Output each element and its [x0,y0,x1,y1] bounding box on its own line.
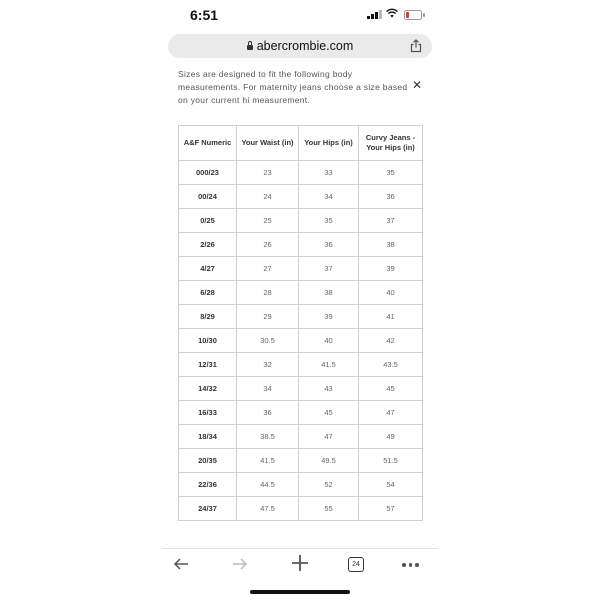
table-header-row [179,126,423,161]
table-row [179,473,423,497]
table-row [179,209,423,233]
table-row [179,233,423,257]
measurement-cell: 49 [359,425,423,449]
measurement-cell: 36 [359,185,423,209]
phone-screen [162,0,438,600]
measurement-cell: 51.5 [359,449,423,473]
measurement-cell: 37 [359,209,423,233]
lock-icon [247,45,253,50]
size-cell: 22/36 [179,473,237,497]
measurement-cell: 41.5 [299,353,359,377]
table-row [179,185,423,209]
measurement-cell: 45 [359,377,423,401]
measurement-cell: 23 [237,161,299,185]
size-cell: 16/33 [179,401,237,425]
table-row [179,329,423,353]
new-tab-icon[interactable] [290,553,310,573]
measurement-cell: 47 [359,401,423,425]
header-your-waist: Your Waist (in) [237,126,299,161]
measurement-cell: 43 [299,377,359,401]
table-row [179,305,423,329]
measurement-cell: 35 [299,209,359,233]
measurement-cell: 34 [299,185,359,209]
size-cell: 14/32 [179,377,237,401]
measurement-cell: 44.5 [237,473,299,497]
measurement-cell: 27 [237,257,299,281]
measurement-cell: 34 [237,377,299,401]
measurement-cell: 42 [359,329,423,353]
measurement-cell: 57 [359,497,423,521]
size-cell: 10/30 [179,329,237,353]
size-cell: 000/23 [179,161,237,185]
size-cell: 4/27 [179,257,237,281]
measurement-cell: 52 [299,473,359,497]
tabs-icon[interactable]: 24 [348,557,364,572]
measurement-cell: 45 [299,401,359,425]
url-text: abercrombie.com [256,39,354,53]
measurement-cell: 38 [299,281,359,305]
measurement-cell: 29 [237,305,299,329]
size-cell: 2/26 [179,233,237,257]
size-intro-text: Sizes are designed to fit the following body measurements. For maternity jeans choose a size based on your current hi measurement. [178,69,408,105]
close-icon[interactable]: ✕ [412,78,423,92]
measurement-cell: 47 [299,425,359,449]
table-row [179,257,423,281]
table-row [179,425,423,449]
measurement-cell: 47.5 [237,497,299,521]
measurement-cell: 40 [299,329,359,353]
header-curvy-hips: Curvy Jeans - Your Hips (in) [359,126,423,161]
size-cell: 00/24 [179,185,237,209]
measurement-cell: 55 [299,497,359,521]
table-row [179,281,423,305]
size-chart-table [178,125,423,521]
measurement-cell: 25 [237,209,299,233]
table-row [179,401,423,425]
measurement-cell: 38 [359,233,423,257]
table-row [179,449,423,473]
measurement-cell: 30.5 [237,329,299,353]
measurement-cell: 36 [237,401,299,425]
wifi-icon [386,8,398,18]
status-time: 6:51 [190,7,219,23]
size-cell: 0/25 [179,209,237,233]
table-row [179,377,423,401]
forward-icon[interactable] [231,555,249,573]
measurement-cell: 36 [299,233,359,257]
table-row [179,353,423,377]
home-indicator [250,590,350,594]
measurement-cell: 43.5 [359,353,423,377]
header-your-hips: Your Hips (in) [299,126,359,161]
size-cell: 18/34 [179,425,237,449]
size-cell: 8/29 [179,305,237,329]
measurement-cell: 54 [359,473,423,497]
measurement-cell: 49.5 [299,449,359,473]
size-cell: 12/31 [179,353,237,377]
more-icon[interactable] [402,563,419,567]
measurement-cell: 35 [359,161,423,185]
measurement-cell: 39 [359,257,423,281]
measurement-cell: 40 [359,281,423,305]
status-bar [162,0,438,30]
measurement-cell: 32 [237,353,299,377]
battery-icon [404,10,422,20]
address-bar[interactable] [168,34,432,58]
share-icon[interactable] [410,39,422,53]
measurement-cell: 28 [237,281,299,305]
cellular-signal-icon [367,11,382,19]
measurement-cell: 41 [359,305,423,329]
back-icon[interactable] [172,555,190,573]
measurement-cell: 26 [237,233,299,257]
size-cell: 20/35 [179,449,237,473]
size-cell: 6/28 [179,281,237,305]
measurement-cell: 38.5 [237,425,299,449]
browser-toolbar [162,548,438,585]
measurement-cell: 39 [299,305,359,329]
header-af-numeric: A&F Numeric [179,126,237,161]
table-row [179,497,423,521]
measurement-cell: 41.5 [237,449,299,473]
measurement-cell: 33 [299,161,359,185]
measurement-cell: 37 [299,257,359,281]
table-row [179,161,423,185]
measurement-cell: 24 [237,185,299,209]
size-cell: 24/37 [179,497,237,521]
